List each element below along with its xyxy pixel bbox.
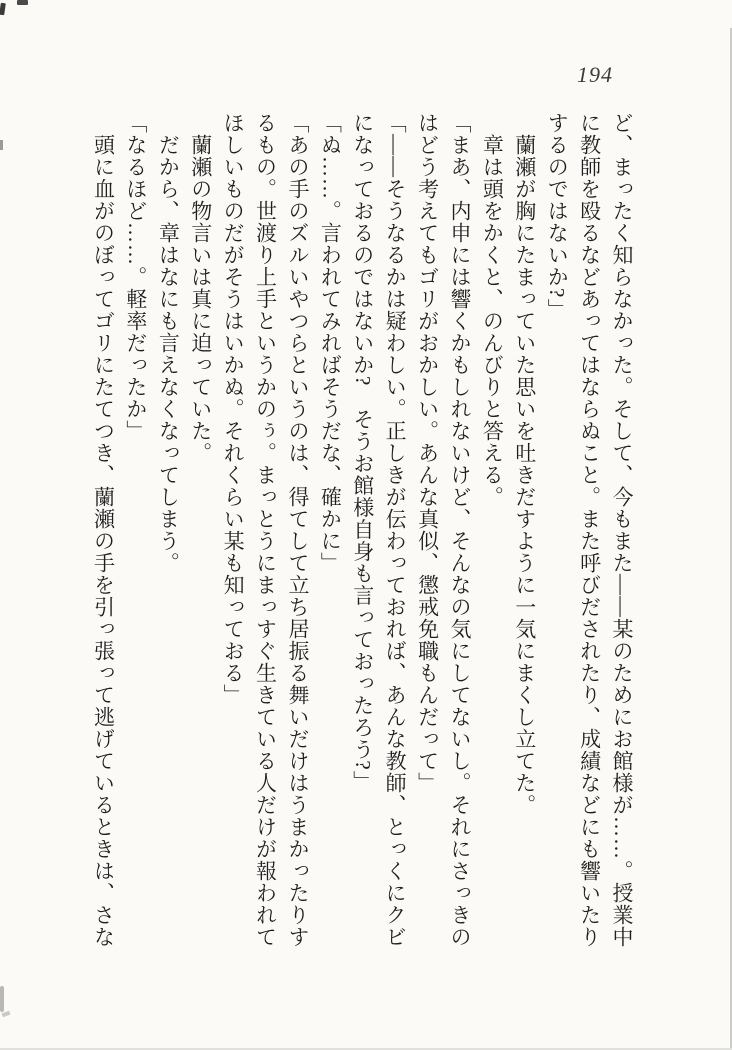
scan-mark-bottom-left-2 bbox=[2, 1011, 11, 1017]
text-column: はどう考えてもゴリがおかしい。あんな真似、懲戒免職もんだって」 bbox=[415, 112, 440, 794]
text-column: 「ぬ……。言われてみればそうだな、確かに」 bbox=[318, 112, 343, 574]
text-column: 章は頭をかくと、のんびりと答える。 bbox=[480, 134, 505, 508]
text-column: ど、まったく知らなかった。そして、今もまた――某のためにお館様が……。授業中 bbox=[610, 112, 634, 948]
text-column: 「なるほど……。軽率だったか」 bbox=[123, 112, 148, 442]
scan-mark-bottom-left bbox=[0, 986, 4, 1012]
page-number: 194 bbox=[577, 62, 613, 87]
text-block bbox=[87, 112, 638, 952]
text-column: になっておるのではないか? そうお館様自身も言っておったろう?」 bbox=[350, 112, 375, 793]
scan-mark-left-edge bbox=[0, 140, 3, 150]
text-column: 蘭瀬が胸にたまっていた思いを吐きだすように一気にまくし立てた。 bbox=[512, 134, 537, 816]
text-column: 「あの手のズルいやつらというのは、得てして立ち居振る舞いだけはうまかったりす bbox=[285, 112, 310, 948]
text-column: するのではないか?」 bbox=[545, 112, 570, 321]
text-column: るもの。世渡り上手というかのぅ。まっとうにまっすぐ生きている人だけが報われて bbox=[253, 112, 278, 948]
text-column: 「――そうなるかは疑わしい。正しきが伝わっておれば、あんな教師、とっくにクビ bbox=[383, 112, 408, 948]
text-column: 「まあ、内申には響くかもしれないけど、そんなの気にしてないし。それにさっきの bbox=[447, 112, 472, 948]
text-column: 蘭瀬の物言いは真に迫っていた。 bbox=[188, 134, 213, 464]
scan-mark-top-left-2 bbox=[17, 0, 28, 5]
text-column: だから、章はなにも言えなくなってしまう。 bbox=[156, 134, 181, 574]
text-column: ほしいものだがそうはいかぬ。それくらい某も知っておる」 bbox=[221, 112, 246, 706]
text-column: に教師を殴るなどあってはならぬこと。また呼びだされたり、成績などにも響いたり bbox=[577, 112, 602, 948]
scan-mark-top-left bbox=[0, 3, 6, 16]
text-column: 頭に血がのぼってゴリにたてつき、蘭瀬の手を引っ張って逃げているときは、さな bbox=[91, 134, 116, 948]
